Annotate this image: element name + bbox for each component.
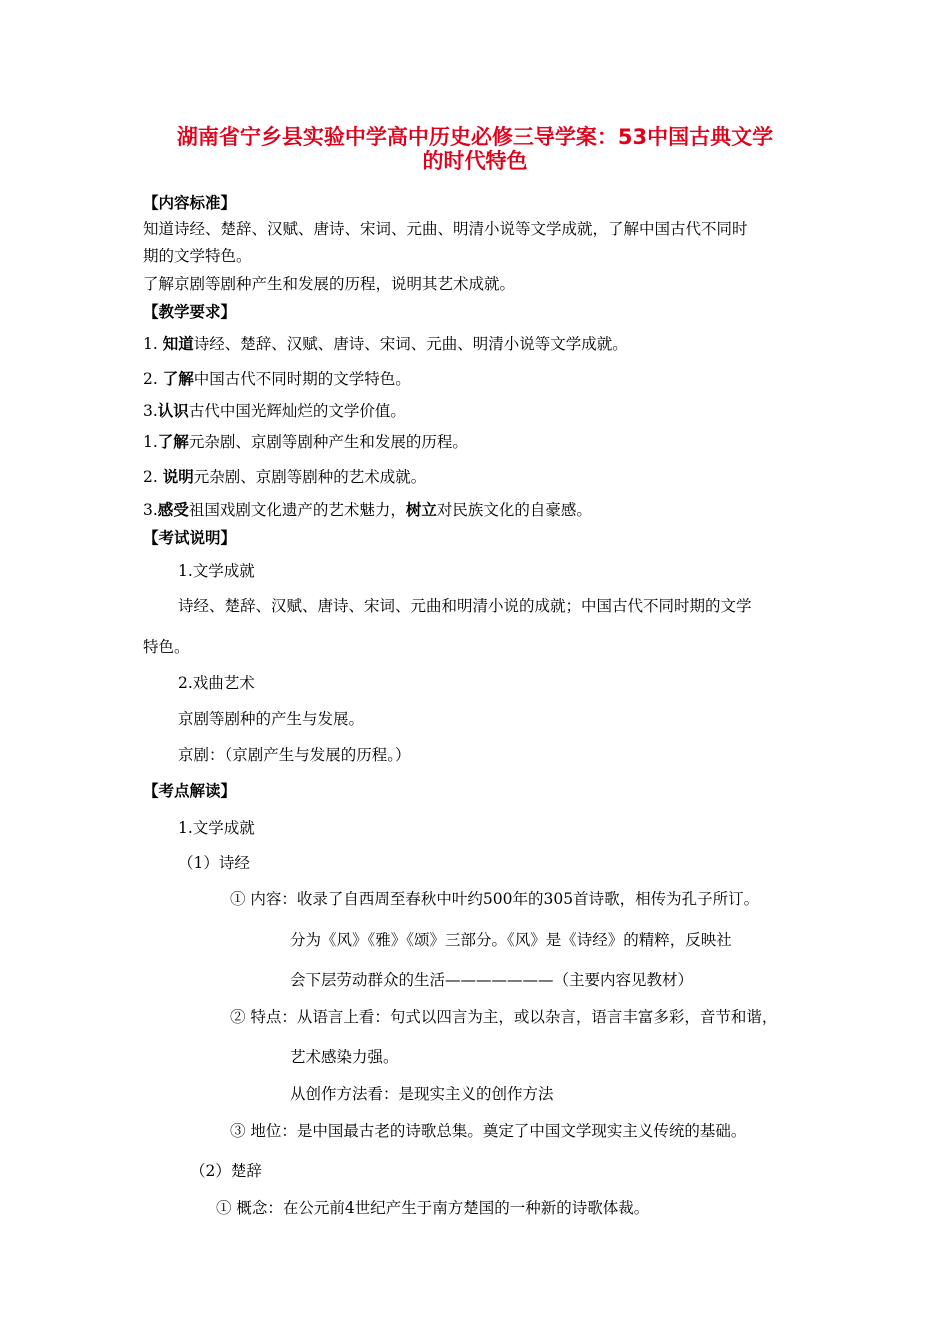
item-text-2: 对民族文化的自豪感。 (436, 501, 592, 519)
content-standard-line-3: 了解京剧等剧种产生和发展的历程，说明其艺术成就。 (143, 275, 516, 293)
teaching-item (143, 369, 411, 389)
exam-heading: 【考试说明】 (143, 529, 237, 547)
content-standard-line-2: 期的文学特色。 (143, 247, 252, 265)
item-number: 1. (143, 433, 158, 451)
analysis-chuci-heading: （2）楚辞 (190, 1162, 262, 1180)
item-text: 中国古代不同时期的文学特色。 (193, 370, 411, 388)
document-title-line-2: 的时代特色 (422, 149, 528, 173)
teaching-item (143, 432, 468, 452)
item-verb: 了解 (157, 433, 189, 451)
document-title-line-1: 湖南省宁乡县实验中学高中历史必修三导学案：53中国古典文学 (176, 125, 774, 149)
exam-text-2: 特色。 (143, 638, 190, 656)
item-number: 1. (143, 335, 163, 353)
exam-text-3: 京剧等剧种的产生与发展。 (178, 710, 365, 728)
analysis-poetry-features-cont-2: 从创作方法看：是现实主义的创作方法 (290, 1085, 554, 1103)
item-verb: 了解 (162, 370, 194, 388)
item-number: 3. (143, 501, 158, 519)
teaching-item (143, 500, 592, 520)
item-text: 元杂剧、京剧等剧种产生和发展的历程。 (188, 433, 468, 451)
analysis-poetry-content-cont-2: 会下层劳动群众的生活———————（主要内容见教材） (290, 971, 694, 989)
content-standard-line-1: 知道诗经、楚辞、汉赋、唐诗、宋词、元曲、明清小说等文学成就，了解中国古代不同时 (143, 220, 748, 238)
analysis-poetry-heading: （1）诗经 (178, 854, 250, 872)
analysis-chuci-concept: ① 概念：在公元前4世纪产生于南方楚国的一种新的诗歌体裁。 (216, 1199, 650, 1217)
item-verb-2: 树立 (405, 501, 437, 519)
exam-text-1: 诗经、楚辞、汉赋、唐诗、宋词、元曲和明清小说的成就；中国古代不同时期的文学 (178, 597, 752, 615)
exam-text-4: 京剧：（京剧产生与发展的历程。） (178, 746, 411, 764)
analysis-poetry-content: ① 内容：收录了自西周至春秋中叶约500年的305首诗歌，相传为孔子所订。 (230, 890, 760, 908)
analysis-poetry-features-cont-1: 艺术感染力强。 (290, 1048, 399, 1066)
teaching-heading: 【教学要求】 (143, 303, 237, 321)
exam-subheading-1: 1.文学成就 (178, 562, 255, 580)
analysis-poetry-status: ③ 地位：是中国最古老的诗歌总集。奠定了中国文学现实主义传统的基础。 (230, 1122, 747, 1140)
analysis-subheading-1: 1.文学成就 (178, 819, 255, 837)
item-verb: 认识 (157, 402, 189, 420)
content-standard-heading: 【内容标准】 (143, 194, 237, 212)
item-text: 祖国戏剧文化遗产的艺术魅力， (188, 501, 406, 519)
teaching-item (143, 334, 628, 354)
analysis-poetry-features: ② 特点：从语言上看：句式以四言为主，或以杂言，语言丰富多彩，音节和谐， (230, 1008, 778, 1026)
teaching-item (143, 467, 426, 487)
teaching-item (143, 401, 406, 421)
analysis-heading: 【考点解读】 (143, 782, 237, 800)
item-verb: 感受 (157, 501, 189, 519)
item-number: 2. (143, 468, 163, 486)
item-verb: 说明 (162, 468, 194, 486)
item-number: 2. (143, 370, 163, 388)
exam-subheading-2: 2.戏曲艺术 (178, 674, 255, 692)
analysis-poetry-content-cont-1: 分为《风》《雅》《颂》三部分。《风》是《诗经》的精粹，反映社 (290, 931, 732, 949)
item-verb: 知道 (162, 335, 194, 353)
item-text: 元杂剧、京剧等剧种的艺术成就。 (193, 468, 427, 486)
item-text: 古代中国光辉灿烂的文学价值。 (188, 402, 406, 420)
item-number: 3. (143, 402, 158, 420)
item-text: 诗经、楚辞、汉赋、唐诗、宋词、元曲、明清小说等文学成就。 (193, 335, 628, 353)
